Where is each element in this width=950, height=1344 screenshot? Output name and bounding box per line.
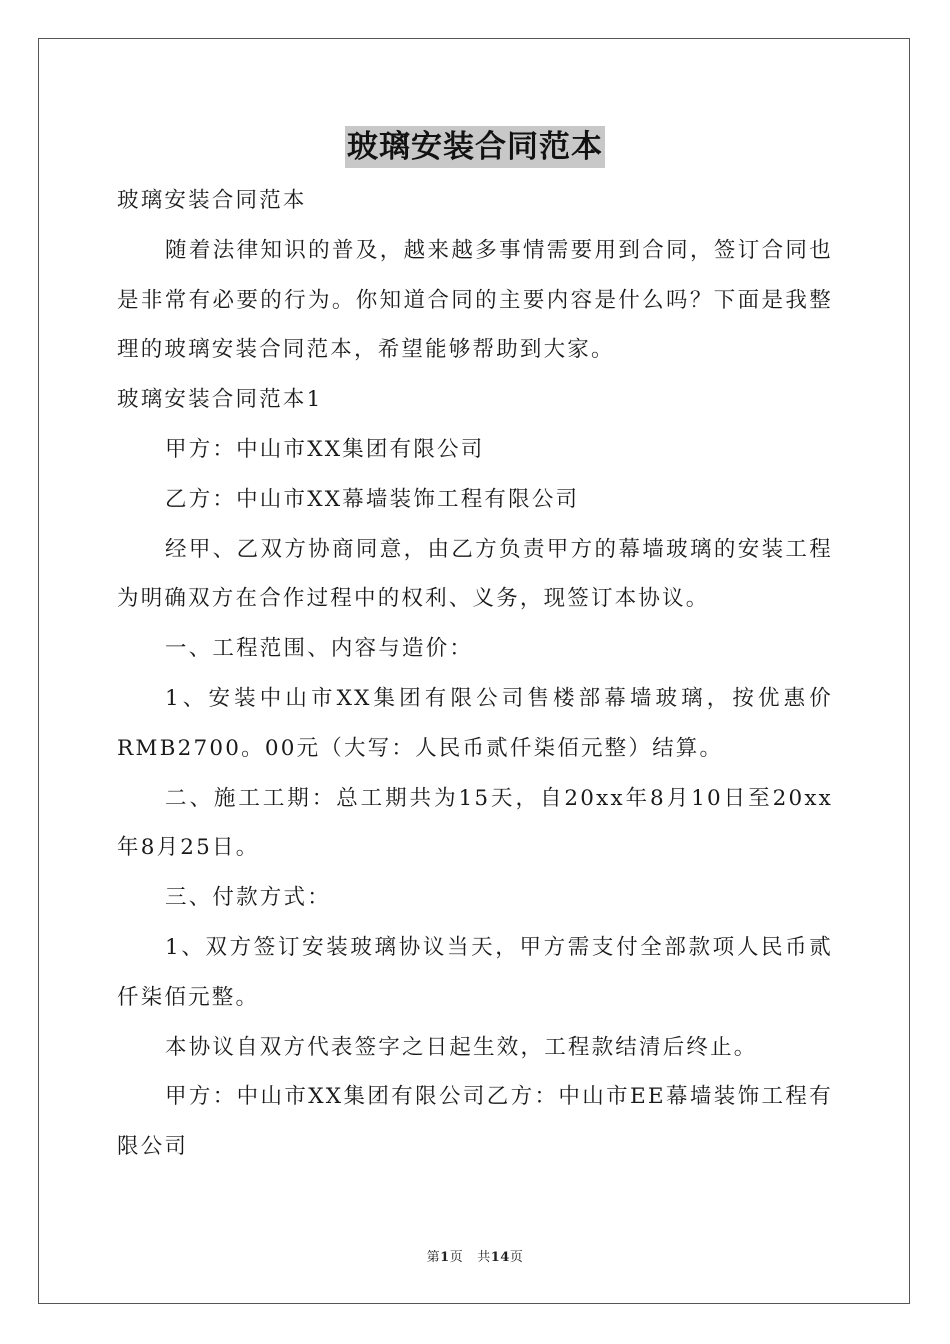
clause-heading-payment: 三、付款方式：	[165, 885, 331, 911]
page-suffix: 页	[449, 1250, 464, 1265]
signature-line: 甲方：中山市XX集团有限公司乙方：中山市EE幕墙装饰工程有限公司	[117, 1084, 833, 1160]
section-heading: 玻璃安装合同范本1	[117, 387, 323, 413]
document-title: 玻璃安装合同范本	[345, 126, 605, 168]
page-total: 14	[490, 1250, 510, 1265]
document-title-block	[0, 126, 950, 168]
clause-scope-item: 1、安装中山市XX集团有限公司售楼部幕墙玻璃，按优惠价RMB2700。00元（大写：人民币贰仟柒佰元整）结算。	[117, 685, 833, 761]
effective-clause: 本协议自双方代表签字之日起生效，工程款结清后终止。	[165, 1034, 758, 1060]
intro-paragraph: 随着法律知识的普及，越来越多事情需要用到合同，签订合同也是非常有必要的行为。你知道合同的主要内容是什么吗？下面是我整理的玻璃安装合同范本，希望能够帮助到大家。	[117, 237, 833, 363]
party-b-line: 乙方：中山市XX幕墙装饰工程有限公司	[165, 486, 580, 512]
page-footer	[0, 1246, 950, 1265]
page-prefix: 第	[426, 1250, 441, 1265]
total-prefix: 共	[477, 1250, 491, 1265]
clause-heading-scope: 一、工程范围、内容与造价：	[165, 636, 474, 662]
document-body	[117, 176, 833, 1172]
page-current: 1	[440, 1250, 450, 1265]
party-a-line: 甲方：中山市XX集团有限公司	[165, 436, 485, 462]
subtitle-line: 玻璃安装合同范本	[117, 188, 307, 213]
clause-schedule: 二、施工工期：总工期共为15天，自20xx年8月10日至20xx年8月25日。	[117, 785, 833, 861]
total-suffix: 页	[509, 1250, 524, 1265]
clause-payment-item: 1、双方签订安装玻璃协议当天，甲方需支付全部款项人民币贰仟柒佰元整。	[117, 934, 833, 1010]
agreement-paragraph: 经甲、乙双方协商同意，由乙方负责甲方的幕墙玻璃的安装工程为明确双方在合作过程中的权利、义务，现签订本协议。	[117, 536, 833, 612]
